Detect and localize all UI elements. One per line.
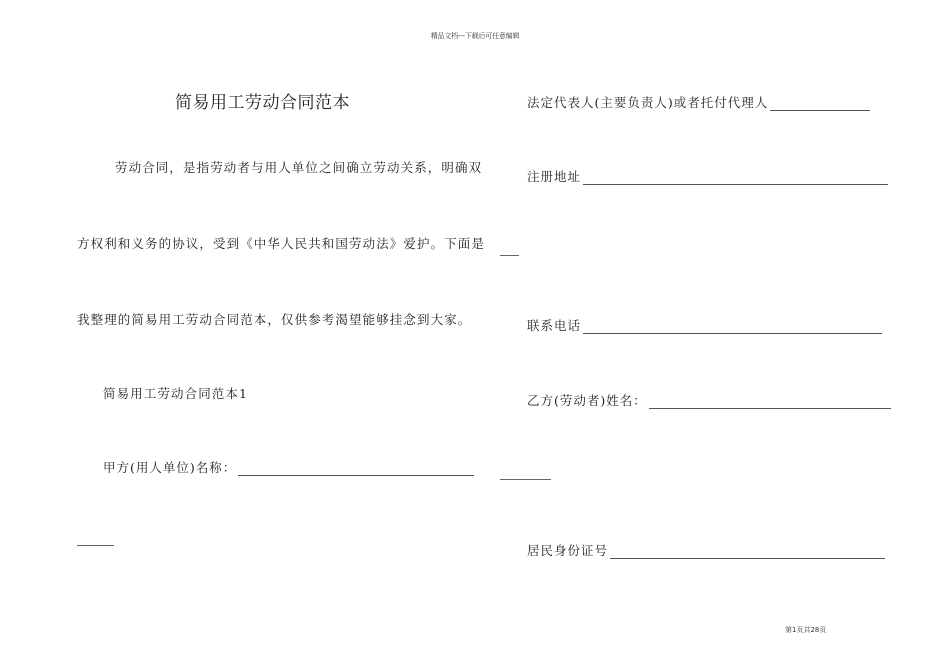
header-note: 精品文档---下载后可任意编辑: [430, 32, 520, 40]
intro-line-1: 劳动合同，是指劳动者与用人单位之间确立劳动关系，明确双: [115, 160, 483, 175]
id-number-field: [527, 541, 885, 559]
party-a-name-field: [103, 458, 474, 476]
id-number-label: 居民身份证号: [527, 543, 609, 558]
legal-rep-label: 法定代表人(主要负责人)或者托付代理人: [527, 95, 769, 110]
party-a-continuation-line: [77, 545, 114, 546]
intro-line-3: 我整理的简易用工劳动合同范本，仅供参考渴望能够挂念到大家。: [77, 312, 472, 327]
sample-heading: 简易用工劳动合同范本1: [103, 386, 249, 401]
party-b-name-blank: [649, 394, 891, 409]
phone-blank: [583, 319, 882, 334]
party-a-name-label: 甲方(用人单位)名称：: [103, 460, 237, 475]
party-b-name-label: 乙方(劳动者)姓名：: [527, 393, 647, 408]
page-number: 第1页共28页: [785, 626, 827, 634]
id-number-blank: [610, 544, 885, 559]
party-a-name-blank: [238, 461, 474, 476]
address-blank: [583, 170, 888, 185]
party-b-name-field: [527, 391, 891, 409]
phone-field: [527, 316, 882, 334]
document-title: 简易用工劳动合同范本: [175, 93, 350, 113]
address-continuation-line: [500, 255, 519, 256]
party-b-continuation-line: [500, 479, 551, 480]
address-label: 注册地址: [527, 169, 582, 184]
legal-rep-field: [527, 93, 870, 111]
address-field: [527, 167, 888, 185]
legal-rep-blank: [770, 96, 870, 111]
phone-label: 联系电话: [527, 318, 582, 333]
intro-line-2: 方权利和义务的协议，受到《中华人民共和国劳动法》爱护。下面是: [77, 236, 486, 251]
